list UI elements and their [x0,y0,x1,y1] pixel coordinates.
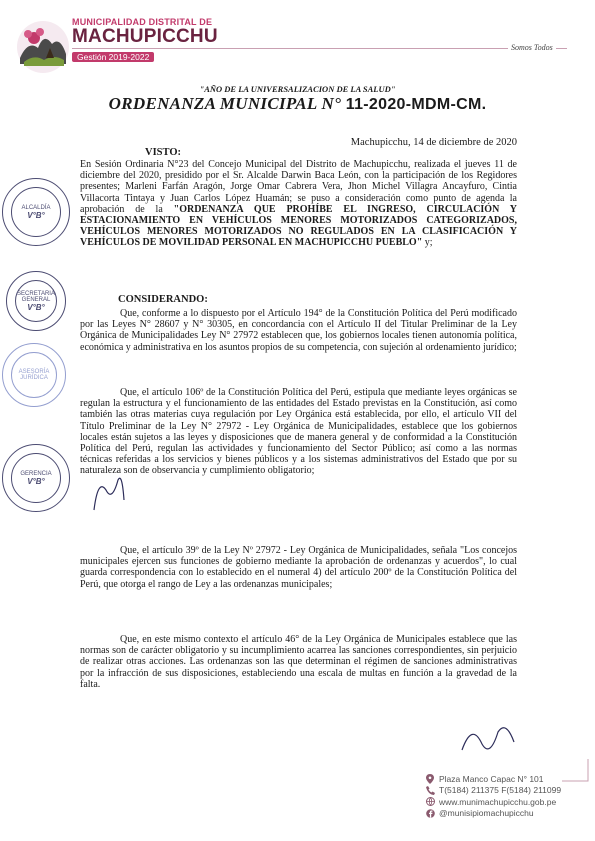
contact-website[interactable]: www.munimachupicchu.gob.pe [425,796,590,808]
title-prefix: ORDENANZA MUNICIPAL N° [108,94,342,113]
location-pin-icon [425,774,435,784]
page-header [0,0,595,80]
header-divider [72,48,567,49]
header-slogan: Somos Todos [508,43,556,52]
visto-ending: y; [422,237,433,249]
stamp-role: ASESORÍA JURÍDICA [18,369,50,381]
stamp-secretaria [6,271,66,331]
globe-icon [425,797,435,807]
stamp-role: SECRETARIA GENERAL [17,290,55,303]
visto-heading: VISTO: [145,147,181,158]
stamp-approval-mark: V°B° [27,302,45,312]
municipality-logo-text [72,17,218,65]
considerando-paragraph-2: Que, el artículo 106º de la Constitución Política del Perú, estipula que mediante leyes orgánicas se regulan la estructura y el funcionamiento de las entidades del Estado previstas en la Constitución, así como también las otras materias cuya regulación por Ley Orgánica está establecida, por ello, el artículo VII del Título Preliminar de la Ley N° 27972 - Ley Orgánica de Municipalidades, establece que los gobiernos locales están sujetos a las leyes y disposiciones que de manera general y de conformidad a la Constitución Política del Perú, regulan las actividades y funcionamiento del Sector Público; así como a las normas técnicas referidas a los servicios y bienes públicos y a los sistemas administrativos del Estado que por su naturaleza son de observancia y cumplimiento obligatorio; [80,387,517,477]
stamp-alcaldia [2,178,70,246]
stamp-gerencia [2,444,70,512]
considerando-paragraph-4: Que, en este mismo contexto el artículo 46° de la Ley Orgánica de Municipales establece que las normas son de carácter obligatorio y su incumplimiento acarrea las sanciones correspondientes, sin perjuicio de realizar otras acciones. Las ordenanzas son las que determinan el régimen de sanciones administrativas por la infracción de sus disposiciones, estableciendo una escala de multas en función a la gravedad de la falta. [80,634,517,690]
logo-municipality-label: MUNICIPALIDAD DISTRITAL DE [72,17,213,27]
signature-mark [88,470,128,520]
considerando-paragraph-3: Que, el artículo 39º de la Ley Nº 27972 - Ley Orgánica de Municipalidades, señala "Los concejos municipales ejercen sus funciones de gobierno mediante la aprobación de ordenanzas y acuerdos", lo cual guarda correspondencia con lo establecido en el numeral 4) del artículo 200º de la Constitución Política del Perú, que otorga el rango de Ley a las ordenanzas municipales; [80,545,517,590]
stamp-role: GERENCIA [20,470,52,477]
stamp-approval-mark: V°B° [27,476,45,486]
stamp-role: ALCALDÍA [21,204,51,211]
contact-social[interactable]: @munisipiomachupicchu [425,808,590,820]
visto-text: En Sesión Ordinaria N°23 del Concejo Municipal del Distrito de Machupicchu, realizada el jueves 11 de diciembre del 2020, presidido por el Sr. Alcalde Darwin Baca León, con la participación de los Regidores presentes; Marleni Farfán Aragón, Jorge Omar Cabrera Vera, Jhon Michel Villagra Ancayfuro, Cintia Villacorta Tintaya y Juan Carlos López Huamán; se puso a consideración como punto de agenda la aprobación de la [80,159,517,215]
logo-term-label: Gestión 2019-2022 [72,52,154,62]
date-line: Machupicchu, 14 de diciembre de 2020 [350,137,517,148]
contact-block [425,773,590,819]
contact-address: Plaza Manco Capac N° 101 [425,773,590,785]
document-title [0,94,595,114]
phone-icon [425,785,435,795]
contact-phone: T(5184) 211375 F(5184) 211099 [425,785,590,797]
stamp-approval-mark: V°B° [27,210,45,220]
facebook-icon [425,808,435,818]
signature-mark [458,720,518,760]
year-motto: "AÑO DE LA UNIVERSALIZACION DE LA SALUD" [199,84,396,94]
ordinance-name: "ORDENANZA QUE PROHÍBE EL INGRESO, CIRCULACIÓN Y ESTACIONAMIENTO EN VEHÍCULOS MENORES MOTORIZADOS CATEGORIZADOS, VEHÍCULOS MENORES MOTORIZADOS NO REGULADOS EN LA CLASIFICACIÓN Y VEHÍCULOS DE MOVILIDAD PERSONAL EN MACHUPICCHU PUEBLO" [80,203,518,249]
considerando-paragraph-1: Que, conforme a lo dispuesto por el Artículo 194° de la Constitución Política del Perú modificado por las Leyes N° 28607 y N° 30305, en concordancia con el Artículo II del Titular Preliminar de la Ley Orgánica de Municipalidades Ley N° 27972 establecen que, los gobiernos locales tienen autonomía política, económica y administrativa en los asuntos propios de su competencia, con sujeción al ordenamiento jurídico; [80,308,517,353]
municipality-logo-emblem [14,18,72,76]
logo-town-name: MACHUPICCHU [72,26,218,47]
considerando-heading: CONSIDERANDO: [118,294,208,305]
visto-paragraph [80,159,517,249]
title-number: 11-2020-MDM-CM. [345,96,487,113]
stamp-asesoria [2,343,66,407]
